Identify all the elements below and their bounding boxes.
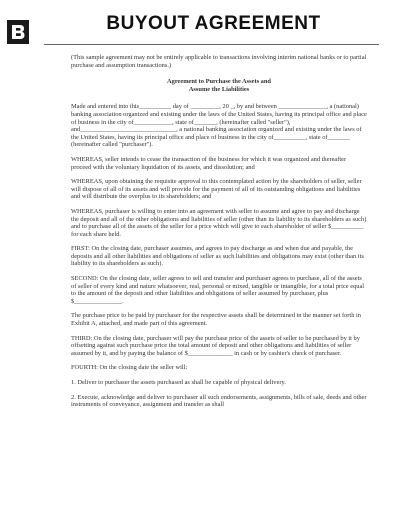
list-item-deliver: 1. Deliver to purchaser the assets purchased as shall be capable of physical delivery.	[71, 379, 286, 386]
paragraph-first: FIRST: On the closing date, purchaser assumes, and agrees to pay discharge as and when due and payable, the deposits and all other liabilities and obligations of seller as such liabilities and obligations may exist (other than its liability to its shareholders as such).	[71, 245, 364, 268]
agreement-heading-line-2: Assume the Liabilities	[188, 85, 250, 93]
paragraph-whereas-2: WHEREAS, upon obtaining the requisite approval to this contemplated action by the shareholders of seller, seller will dispose of all of its assets and will provide for the payment of all of its outstanding obligations and liabilities and will distribute the overplus to its shareholders; and	[71, 178, 362, 201]
document-title: BUYOUT AGREEMENT	[106, 13, 321, 34]
paragraph-second: SECOND: On the closing date, seller agrees to sell and transfer and purchaser agrees to purchase, all of the assets of seller of every kind and nature whatsoever, real, personal or mixed, tangible or intangible, for a total price equal to the amount of the deposit and other liabilities and obligations of seller assumed by purchaser, plus $_______________.	[71, 275, 365, 305]
paragraph-whereas-3: WHEREAS, purchaser is willing to enter into an agreement with seller to assume and agree to pay and discharge the deposit and all of the other obligations and liabilities of seller (other than its liability to its shareholders as such) and to purchase all of the assets of the seller for a price which will give to each shareholder of seller $__________ for each share held.	[71, 207, 367, 238]
paragraph-made-entered: Made and entered into this__________ day of _________, 20 _, by and between _______________, a (national) banking association organized and existing under the laws of the United States, having its principal office and place of business in the city of____________, state of_______, (hereinafter called "seller"), and______________________________, a national banking association organized and existing under the laws of the United States, having its principal office and place of business in the city of__________, state of_______ (hereinafter called "purchaser").	[71, 103, 367, 149]
list-item-execute: 2. Execute, acknowledge and deliver to purchaser all such endorsements, assignments, bills of sale, deeds and other instruments of conveyance, assignment and transfer as shall	[71, 393, 367, 409]
intro-note: (This sample agreement may not be entirely applicable to transactions involving interim national banks or to partial purchase and assumption transactions.)	[71, 54, 367, 69]
agreement-heading	[71, 78, 367, 93]
paragraph-fourth: FOURTH: On the closing date the seller will:	[71, 364, 188, 372]
agreement-heading-line-1: Agreement to Purchase the Assets and	[167, 78, 271, 86]
title-divider	[44, 44, 379, 45]
paragraph-whereas-1: WHEREAS, seller intends to cease the transaction of the business for which it was organized and thereafter proceed with the voluntary liquidation of its assets, and dissolution; and	[71, 155, 347, 171]
document-body	[71, 54, 367, 416]
paragraph-third: THIRD: On the closing date, purchaser will pay the purchase price of the assets of seller to be purchased by it by offsetting against such purchase price the total amount of deposit and other obligations and liabilities of seller assumed by it, and by paying the balance of $______________ in cash or by cashier's check of purchaser.	[71, 334, 360, 357]
paragraph-purchase-price: The purchase price to be paid by purchaser for the respective assets shall be determined in the manner set forth in Exhibit A, attached, and made part of this agreement.	[71, 312, 361, 328]
